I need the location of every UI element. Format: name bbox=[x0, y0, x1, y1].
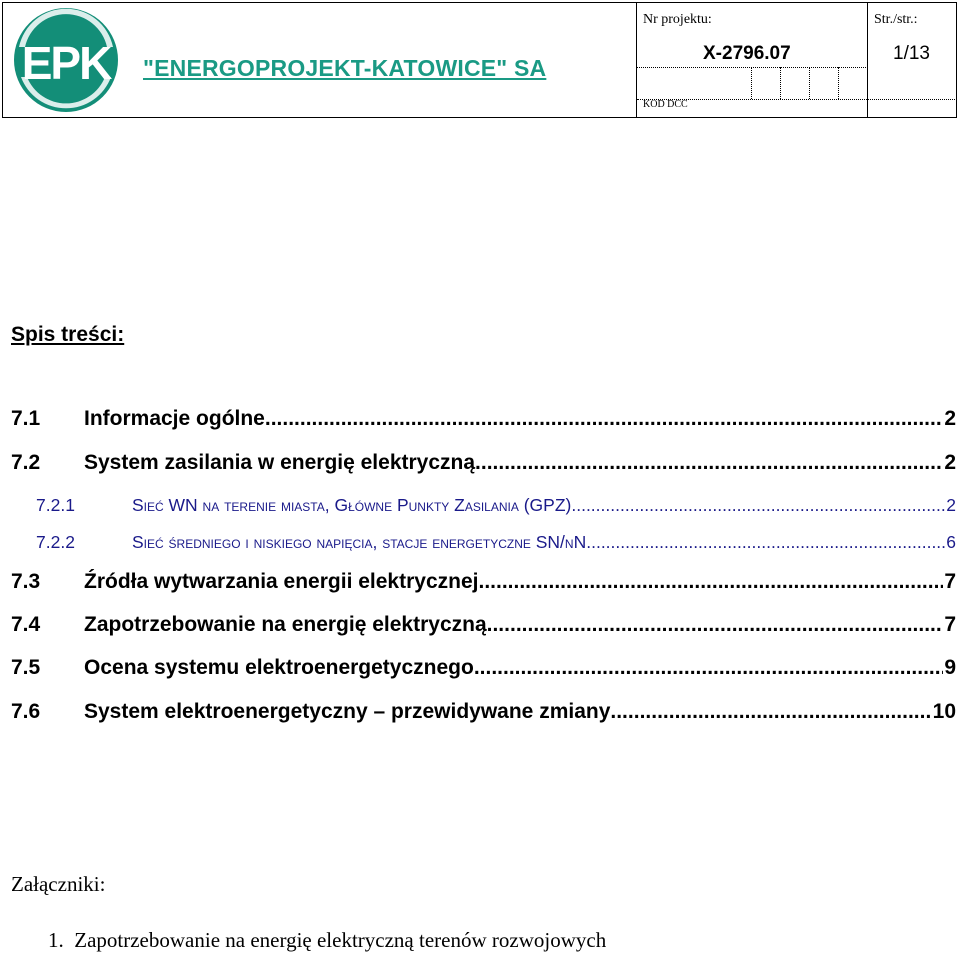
toc-dot-leader bbox=[475, 451, 943, 475]
toc-entry-number: 7.1 bbox=[11, 407, 41, 430]
kod-dcc-label: KOD DCC bbox=[643, 99, 688, 110]
toc-entry-title: Sieć średniego i niskiego napięcia, stacje energetyczne SN/nN bbox=[132, 532, 587, 552]
toc-entry-page: 7 bbox=[944, 613, 956, 636]
toc-entry-number: 7.2.2 bbox=[36, 532, 75, 552]
toc-dot-leader bbox=[571, 495, 945, 516]
toc-entry-page: 9 bbox=[944, 656, 956, 679]
attachments-title: Załączniki: bbox=[11, 872, 106, 896]
toc-entry[interactable] bbox=[11, 656, 956, 682]
code-grid-line bbox=[637, 67, 868, 68]
code-grid-line bbox=[838, 67, 839, 99]
toc-entry-page: 2 bbox=[944, 407, 956, 430]
toc-entry[interactable] bbox=[11, 407, 956, 433]
toc-dot-leader bbox=[586, 532, 945, 553]
company-logo bbox=[11, 5, 121, 115]
toc-entry-number: 7.2 bbox=[11, 451, 41, 474]
toc-entry-page: 2 bbox=[946, 495, 956, 515]
project-number: X-2796.07 bbox=[703, 43, 791, 64]
toc-entry-title: Informacje ogólne bbox=[84, 407, 265, 430]
code-grid-line bbox=[780, 67, 781, 99]
toc-entry-title: Ocena systemu elektroenergetycznego bbox=[84, 656, 474, 679]
toc-entry-title: Sieć WN na terenie miasta, Główne Punkty Zasilania (GPZ) bbox=[132, 495, 572, 515]
toc-dot-leader bbox=[487, 613, 944, 637]
toc-dot-leader bbox=[610, 700, 931, 724]
company-name: "ENERGOPROJEKT-KATOWICE" SA bbox=[143, 55, 547, 81]
code-grid-line bbox=[809, 67, 810, 99]
attachment-item bbox=[48, 928, 606, 953]
page-number: 1/13 bbox=[893, 43, 930, 64]
toc-entry[interactable] bbox=[11, 700, 956, 726]
document-header bbox=[2, 2, 957, 118]
toc-entry-page: 7 bbox=[944, 570, 956, 593]
code-grid-line bbox=[751, 67, 752, 99]
attachment-text: Zapotrzebowanie na energię elektryczną terenów rozwojowych bbox=[74, 928, 607, 952]
toc-entry-page: 2 bbox=[944, 451, 956, 474]
toc-entry[interactable] bbox=[36, 532, 956, 556]
toc-entry[interactable] bbox=[11, 613, 956, 639]
toc-entry[interactable] bbox=[11, 570, 956, 596]
project-number-label: Nr projektu: bbox=[643, 12, 712, 27]
toc-entry[interactable] bbox=[36, 495, 956, 519]
toc-title: Spis treści: bbox=[11, 323, 125, 346]
toc-entry-title: Zapotrzebowanie na energię elektryczną bbox=[84, 613, 487, 636]
logo-lettering: EPK bbox=[21, 37, 111, 89]
page-label: Str./str.: bbox=[874, 12, 918, 27]
toc-entry-title: System elektroenergetyczny – przewidywane zmiany bbox=[84, 700, 611, 723]
attachment-number: 1. bbox=[48, 928, 64, 952]
toc-dot-leader bbox=[265, 407, 943, 431]
toc-entry-page: 10 bbox=[932, 700, 956, 723]
toc-entry-number: 7.6 bbox=[11, 700, 41, 723]
toc-dot-leader bbox=[474, 656, 943, 680]
toc-entry-number: 7.5 bbox=[11, 656, 41, 679]
toc-entry-number: 7.4 bbox=[11, 613, 41, 636]
toc-entry-title: System zasilania w energię elektryczną bbox=[84, 451, 476, 474]
toc-entry[interactable] bbox=[11, 451, 956, 477]
toc-dot-leader bbox=[478, 570, 943, 594]
toc-entry-number: 7.2.1 bbox=[36, 495, 75, 515]
toc-entry-title: Źródła wytwarzania energii elektrycznej bbox=[84, 570, 479, 593]
toc-entry-number: 7.3 bbox=[11, 570, 41, 593]
toc-entry-page: 6 bbox=[946, 532, 956, 552]
